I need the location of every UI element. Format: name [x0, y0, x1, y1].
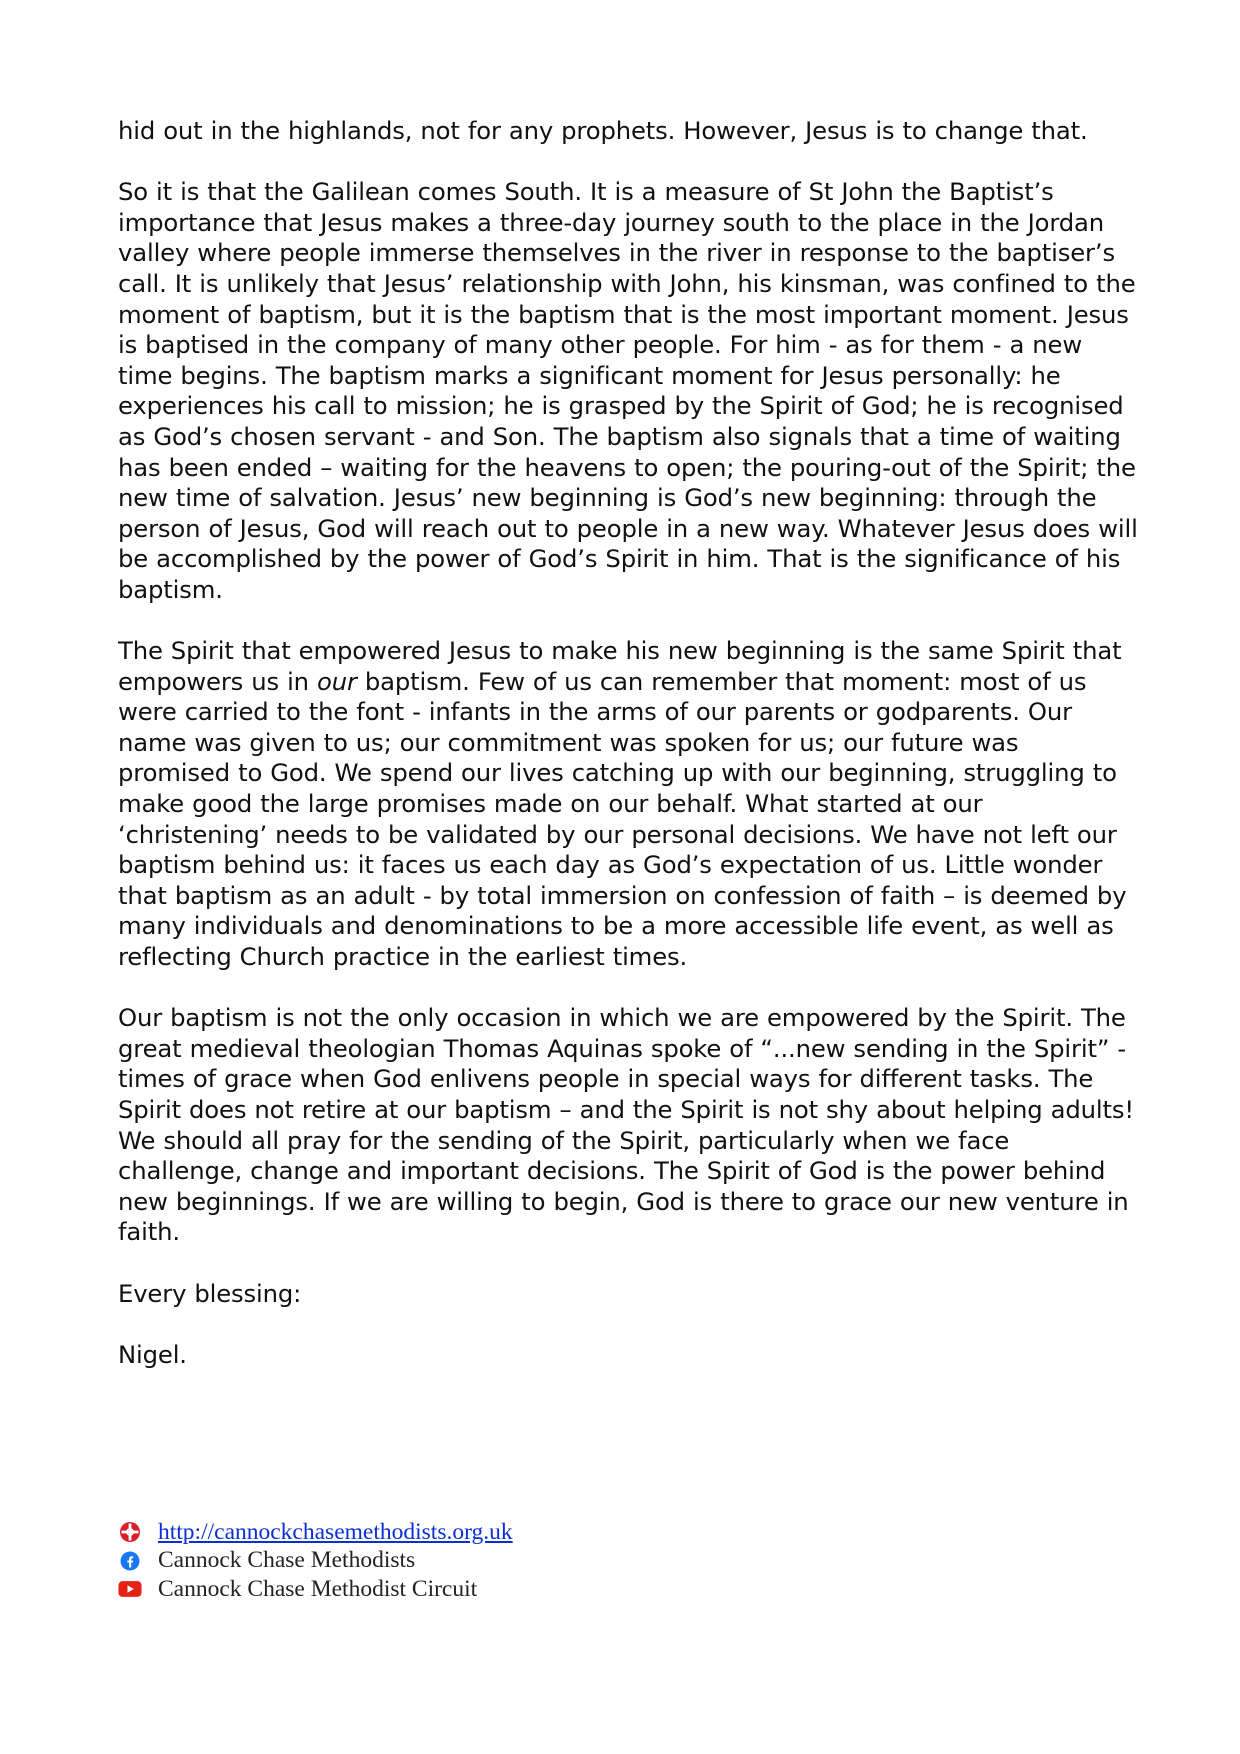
- paragraph: [118, 177, 1138, 605]
- footer-links: [118, 1518, 513, 1604]
- paragraph: [118, 1003, 1138, 1248]
- paragraph-text: hid out in the highlands, not for any prophets. However, Jesus is to change that.: [118, 116, 1088, 145]
- youtube-icon: [118, 1577, 142, 1601]
- facebook-icon: [118, 1549, 142, 1573]
- letter-body: [118, 116, 1138, 1401]
- paragraph: [118, 636, 1138, 973]
- youtube-row: [118, 1575, 513, 1604]
- paragraph-text: So it is that the Galilean comes South. It is a measure of St John the Baptist’s importance that Jesus makes a three-day journey south to the place in the Jordan valley where people immerse themselves in the river in response to the baptiser’s call. It is unlikely that Jesus’ relationship with John, his kinsman, was confined to the moment of baptism, but it is the baptism that is the most important moment. Jesus is baptised in the company of many other people. For him - as for them - a new time begins. The baptism marks a significant moment for Jesus personally: he experiences his call to mission; he is grasped by the Spirit of God; he is recognised as God’s chosen servant - and Son. The baptism also signals that a time of waiting has been ended – waiting for the heavens to open; the pouring-out of the Spirit; the new time of salvation. Jesus’ new beginning is God’s new beginning: through the person of Jesus, God will reach out to people in a new way. Whatever Jesus does will be accomplished by the power of God’s Spirit in him. That is the significance of his baptism.: [118, 177, 1138, 604]
- website-row: [118, 1518, 513, 1547]
- youtube-label[interactable]: Cannock Chase Methodist Circuit: [158, 1575, 478, 1602]
- paragraph-text: Our baptism is not the only occasion in which we are empowered by the Spirit. The great medieval theologian Thomas Aquinas spoke of “...new sending in the Spirit” - times of grace when God enlivens people in special ways for different tasks. The Spirit does not retire at our baptism – and the Spirit is not shy about helping adults! We should all pray for the sending of the Spirit, particularly when we face challenge, change and important decisions. The Spirit of God is the power behind new beginnings. If we are willing to begin, God is there to grace our new venture in faith.: [118, 1003, 1134, 1247]
- emphasis-text: our: [317, 666, 357, 696]
- paragraph-text: The Spirit that empowered Jesus to make his new beginning is the same Spirit that empowers us in: [118, 636, 1122, 696]
- facebook-row: [118, 1547, 513, 1576]
- methodist-cross-icon: [118, 1520, 142, 1544]
- paragraph-text: baptism. Few of us can remember that moment: most of us were carried to the font - infants in the arms of our parents or godparents. Our name was given to us; our commitment was spoken for us; our future was promised to God. We spend our lives catching up with our beginning, struggling to make good the large promises made on our behalf. What started at our ‘christening’ needs to be validated by our personal decisions. We have not left our baptism behind us: it faces us each day as God’s expectation of us. Little wonder that baptism as an adult - by total immersion on confession of faith – is deemed by many individuals and denominations to be a more accessible life event, as well as reflecting Church practice in the earliest times.: [118, 666, 1127, 972]
- paragraph: [118, 116, 1138, 147]
- facebook-label[interactable]: Cannock Chase Methodists: [158, 1547, 416, 1574]
- closing-line: Every blessing:: [118, 1278, 302, 1308]
- website-link[interactable]: http://cannockchasemethodists.org.uk: [158, 1518, 513, 1545]
- signature: Nigel.: [118, 1339, 187, 1369]
